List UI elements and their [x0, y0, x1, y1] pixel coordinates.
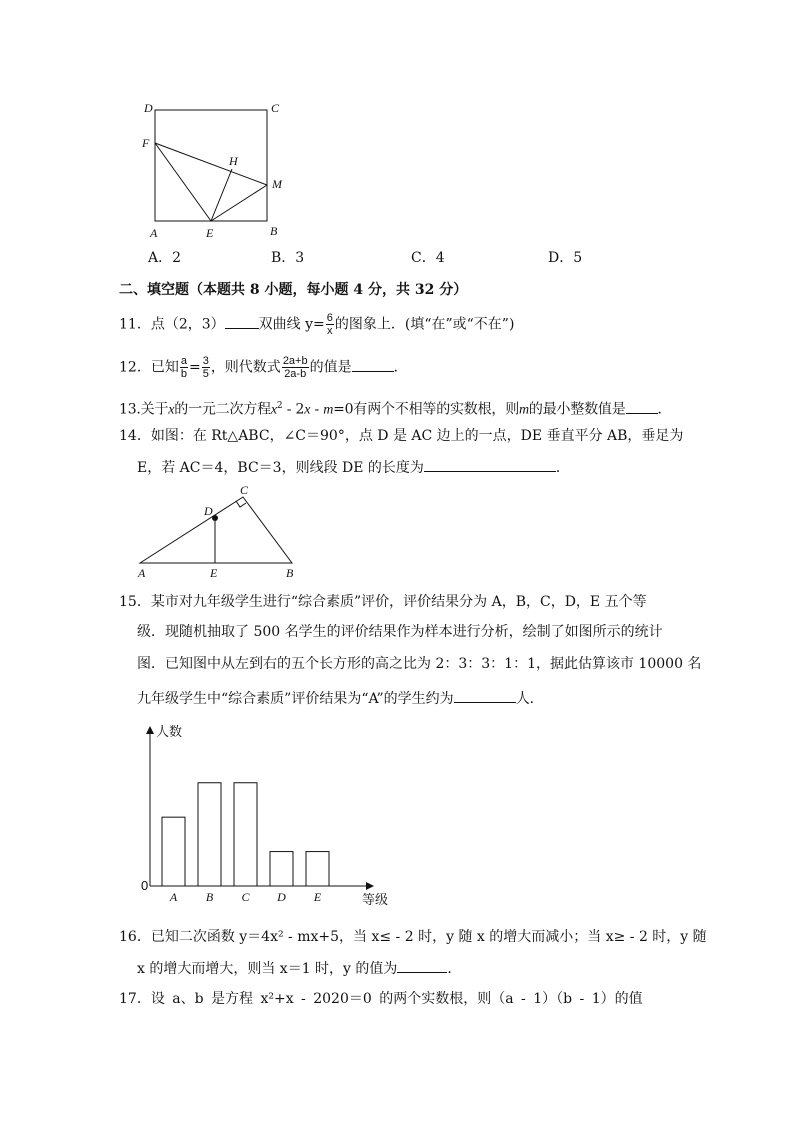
q13-var-m2: m — [519, 402, 529, 418]
bar-e — [306, 852, 329, 886]
q11-blank[interactable] — [225, 314, 259, 329]
bar-d — [270, 852, 293, 886]
tick-label-a: A — [169, 890, 178, 904]
tick-label-d: D — [277, 890, 286, 904]
question-15-line-1: 15．某市对九年级学生进行“综合素质”评价，评价结果分为 A，B，C，D，E 五个等 — [119, 594, 647, 610]
q12-f1-num: a — [180, 355, 187, 367]
q12-prefix: 12．已知 — [119, 359, 179, 376]
q13-exponent: 2 — [276, 401, 283, 411]
q12-frac-ab — [180, 355, 188, 380]
bar-a — [162, 817, 185, 886]
q13-text-2: 的一元二次方程 — [174, 401, 271, 418]
q12-mid: ，则代数式 — [210, 359, 281, 376]
label-h: H — [229, 154, 238, 168]
y-axis-label: 人数 — [156, 724, 183, 739]
segment-em — [211, 185, 267, 221]
question-14-line-1: 14．如图：在 Rt△ABC，∠C＝90°，点 D 是 AC 边上的一点，DE 垂直平分 AB，垂足为 — [119, 428, 684, 444]
label-e: E — [206, 226, 214, 240]
q13-text-6: 的最小整数值是 — [528, 401, 626, 418]
q16-text: x 的增大而增大，则当 x＝1 时，y 的值为 — [137, 961, 398, 977]
q11-num: 6 — [326, 312, 333, 324]
q13-text-5: =0有两个不相等的实数根，则 — [333, 401, 519, 418]
q13-var-x2: x — [270, 402, 277, 418]
tick-label-c: C — [241, 890, 250, 904]
label-tri-d: D — [204, 504, 213, 518]
segment-fm — [155, 143, 267, 185]
bar-chart — [130, 718, 420, 910]
q12-suffix: 的值是 — [309, 359, 352, 376]
question-17-line-1: 17．设 a、b 是方程 x²+x - 2020＝0 的两个实数根，则（a - 1）（b - 1）的值 — [119, 991, 643, 1007]
label-tri-b: B — [286, 566, 294, 580]
label-tri-a: A — [138, 566, 146, 580]
q15-suffix: 人． — [515, 691, 544, 707]
label-d: D — [144, 101, 153, 115]
q13-var-m: m — [323, 402, 334, 418]
tick-label-e: E — [313, 890, 322, 904]
q13-blank[interactable] — [626, 399, 658, 414]
question-15-line-3: 图．已知图中从左到右的五个长方形的高之比为 2：3：3：1：1，据此估算该市 10000 名 — [137, 656, 702, 672]
option-a: A．2 — [148, 250, 182, 266]
point-d — [212, 515, 218, 521]
label-f: F — [142, 136, 150, 150]
q15-blank[interactable] — [454, 688, 516, 703]
q13-text-3: - 2 — [282, 401, 305, 418]
question-11 — [119, 312, 514, 337]
section-title: 二、填空题（本题共 8 小题，每小题 4 分，共 32 分） — [119, 282, 468, 298]
q14-blank[interactable] — [424, 457, 556, 472]
q14-text: E，若 AC＝4，BC＝3，则线段 DE 的长度为 — [137, 460, 424, 476]
q15-text: 九年级学生中“综合素质”评价结果为“A”的学生约为 — [137, 691, 454, 707]
label-a: A — [150, 226, 158, 240]
question-15-line-4 — [137, 688, 544, 708]
question-14-line-2: E，若 AC＝4，BC＝3，则线段 DE 的长度为 ． — [137, 457, 570, 477]
q12-frac-expr — [282, 355, 309, 380]
right-angle-mark — [236, 501, 246, 507]
q11-den: x — [327, 325, 333, 337]
q13-text-4: - — [310, 401, 324, 418]
label-tri-e: E — [210, 566, 218, 580]
segment-eh — [211, 169, 232, 221]
q11-suffix: 的图象上．(填“在”或“不在”) — [334, 316, 515, 333]
q12-f1-den: b — [180, 368, 187, 380]
question-12: 12．已知 $\frac{a}{b}$ = $\frac{3}{5}$ ，则代数式 $\frac{2a+b}{2a-b}$ 的值是 ． — [119, 355, 408, 380]
q16-blank[interactable] — [397, 958, 447, 973]
q11-mid: 双曲线 y= — [258, 316, 325, 333]
option-d: D．5 — [548, 250, 583, 266]
q12-f2-num: 3 — [202, 355, 209, 367]
origin-label: 0 — [141, 878, 149, 893]
square-figure — [135, 95, 295, 245]
q11-fraction — [326, 312, 334, 337]
triangle-abc — [140, 497, 292, 563]
segment-fe — [155, 143, 211, 221]
triangle-figure — [130, 480, 310, 580]
q13-var-x3: x — [304, 402, 311, 418]
q12-blank[interactable] — [352, 357, 394, 372]
q11-prefix: 11．点（2，3） — [119, 316, 225, 333]
question-13: 13.关于x的一元二次方程$x^2 - 2x - m=0$有两个不相等的实数根，则m的最小整数值是 ． — [119, 397, 671, 420]
tick-label-b: B — [205, 890, 214, 904]
q13-text-1: 13.关于 — [119, 401, 169, 418]
x-axis-label: 等级 — [362, 892, 389, 907]
square-abcd — [155, 110, 267, 221]
label-m: M — [272, 177, 282, 191]
label-b: B — [270, 224, 278, 238]
option-c: C．4 — [411, 250, 445, 266]
option-b: B．3 — [271, 250, 305, 266]
q12-f3-num: 2a+b — [282, 355, 308, 367]
q12-f2-den: 5 — [202, 368, 209, 380]
q13-var-x: x — [168, 402, 175, 418]
question-15-line-2: 级．现随机抽取了 500 名学生的评价结果作为样本进行分析，绘制了如图所示的统计 — [137, 624, 663, 640]
q12-frac-35 — [202, 355, 210, 380]
bar-b — [198, 783, 221, 886]
question-16-line-1: 16．已知二次函数 y＝4x² - mx+5，当 x≤ - 2 时，y 随 x 的增大而减小；当 x≥ - 2 时，y 随 — [119, 929, 707, 945]
q12-eq: = — [188, 359, 201, 376]
q12-f3-den: 2a-b — [284, 368, 307, 380]
question-16-line-2: x 的增大而增大，则当 x＝1 时，y 的值为 ． — [137, 958, 461, 978]
bar-c — [234, 783, 257, 886]
label-c: C — [271, 101, 280, 115]
label-tri-c: C — [240, 483, 249, 497]
